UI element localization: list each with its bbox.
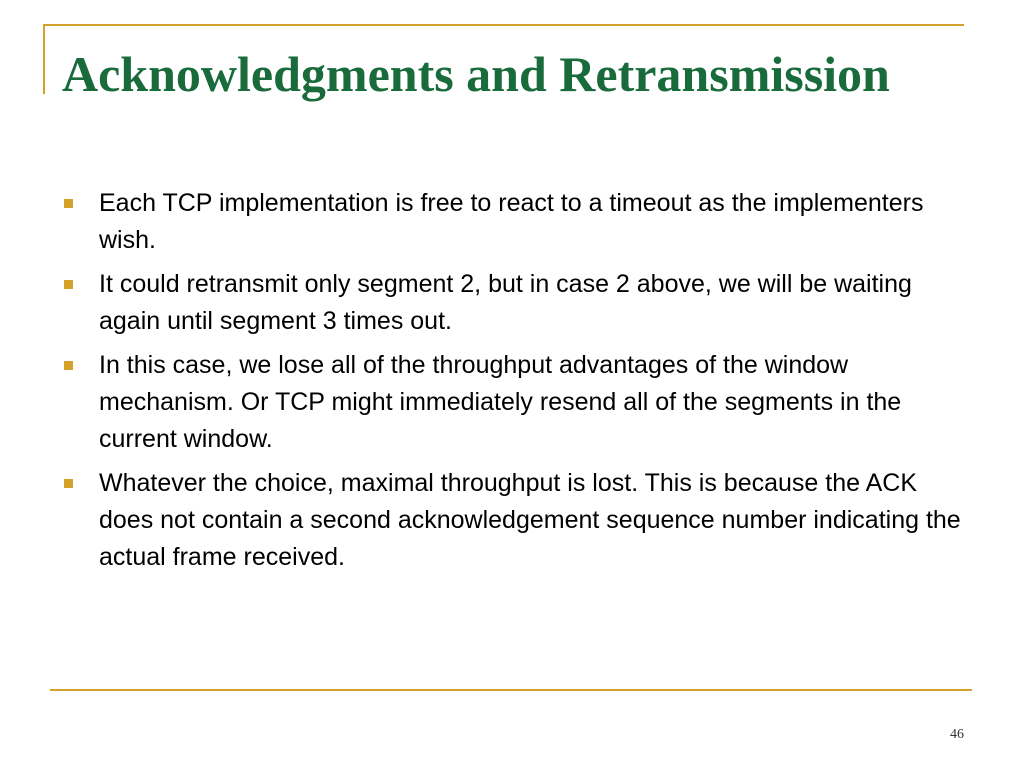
square-bullet-icon [64, 280, 73, 289]
bullet-item-2 [62, 266, 972, 340]
left-border-line [43, 24, 45, 94]
square-bullet-icon [64, 479, 73, 488]
bullet-text: In this case, we lose all of the throughput advantages of the window mechanism. Or TCP might immediately resend all of the segments in the current window. [99, 351, 902, 453]
slide-title: Acknowledgments and Retransmission [62, 46, 890, 102]
bullet-text: It could retransmit only segment 2, but in case 2 above, we will be waiting again until segment 3 times out. [99, 270, 912, 335]
bullet-item-1 [62, 185, 972, 259]
top-border-line [43, 24, 964, 26]
page-number: 46 [950, 727, 964, 742]
bullet-list [62, 185, 972, 583]
square-bullet-icon [64, 199, 73, 208]
bullet-item-4 [62, 465, 972, 576]
square-bullet-icon [64, 361, 73, 370]
bullet-text: Whatever the choice, maximal throughput is lost. This is because the ACK does not contain a second acknowledgement sequence number indicating the actual frame received. [99, 469, 961, 571]
footer-divider [50, 689, 972, 691]
bullet-text: Each TCP implementation is free to react to a timeout as the implementers wish. [99, 189, 924, 254]
bullet-item-3 [62, 347, 972, 458]
